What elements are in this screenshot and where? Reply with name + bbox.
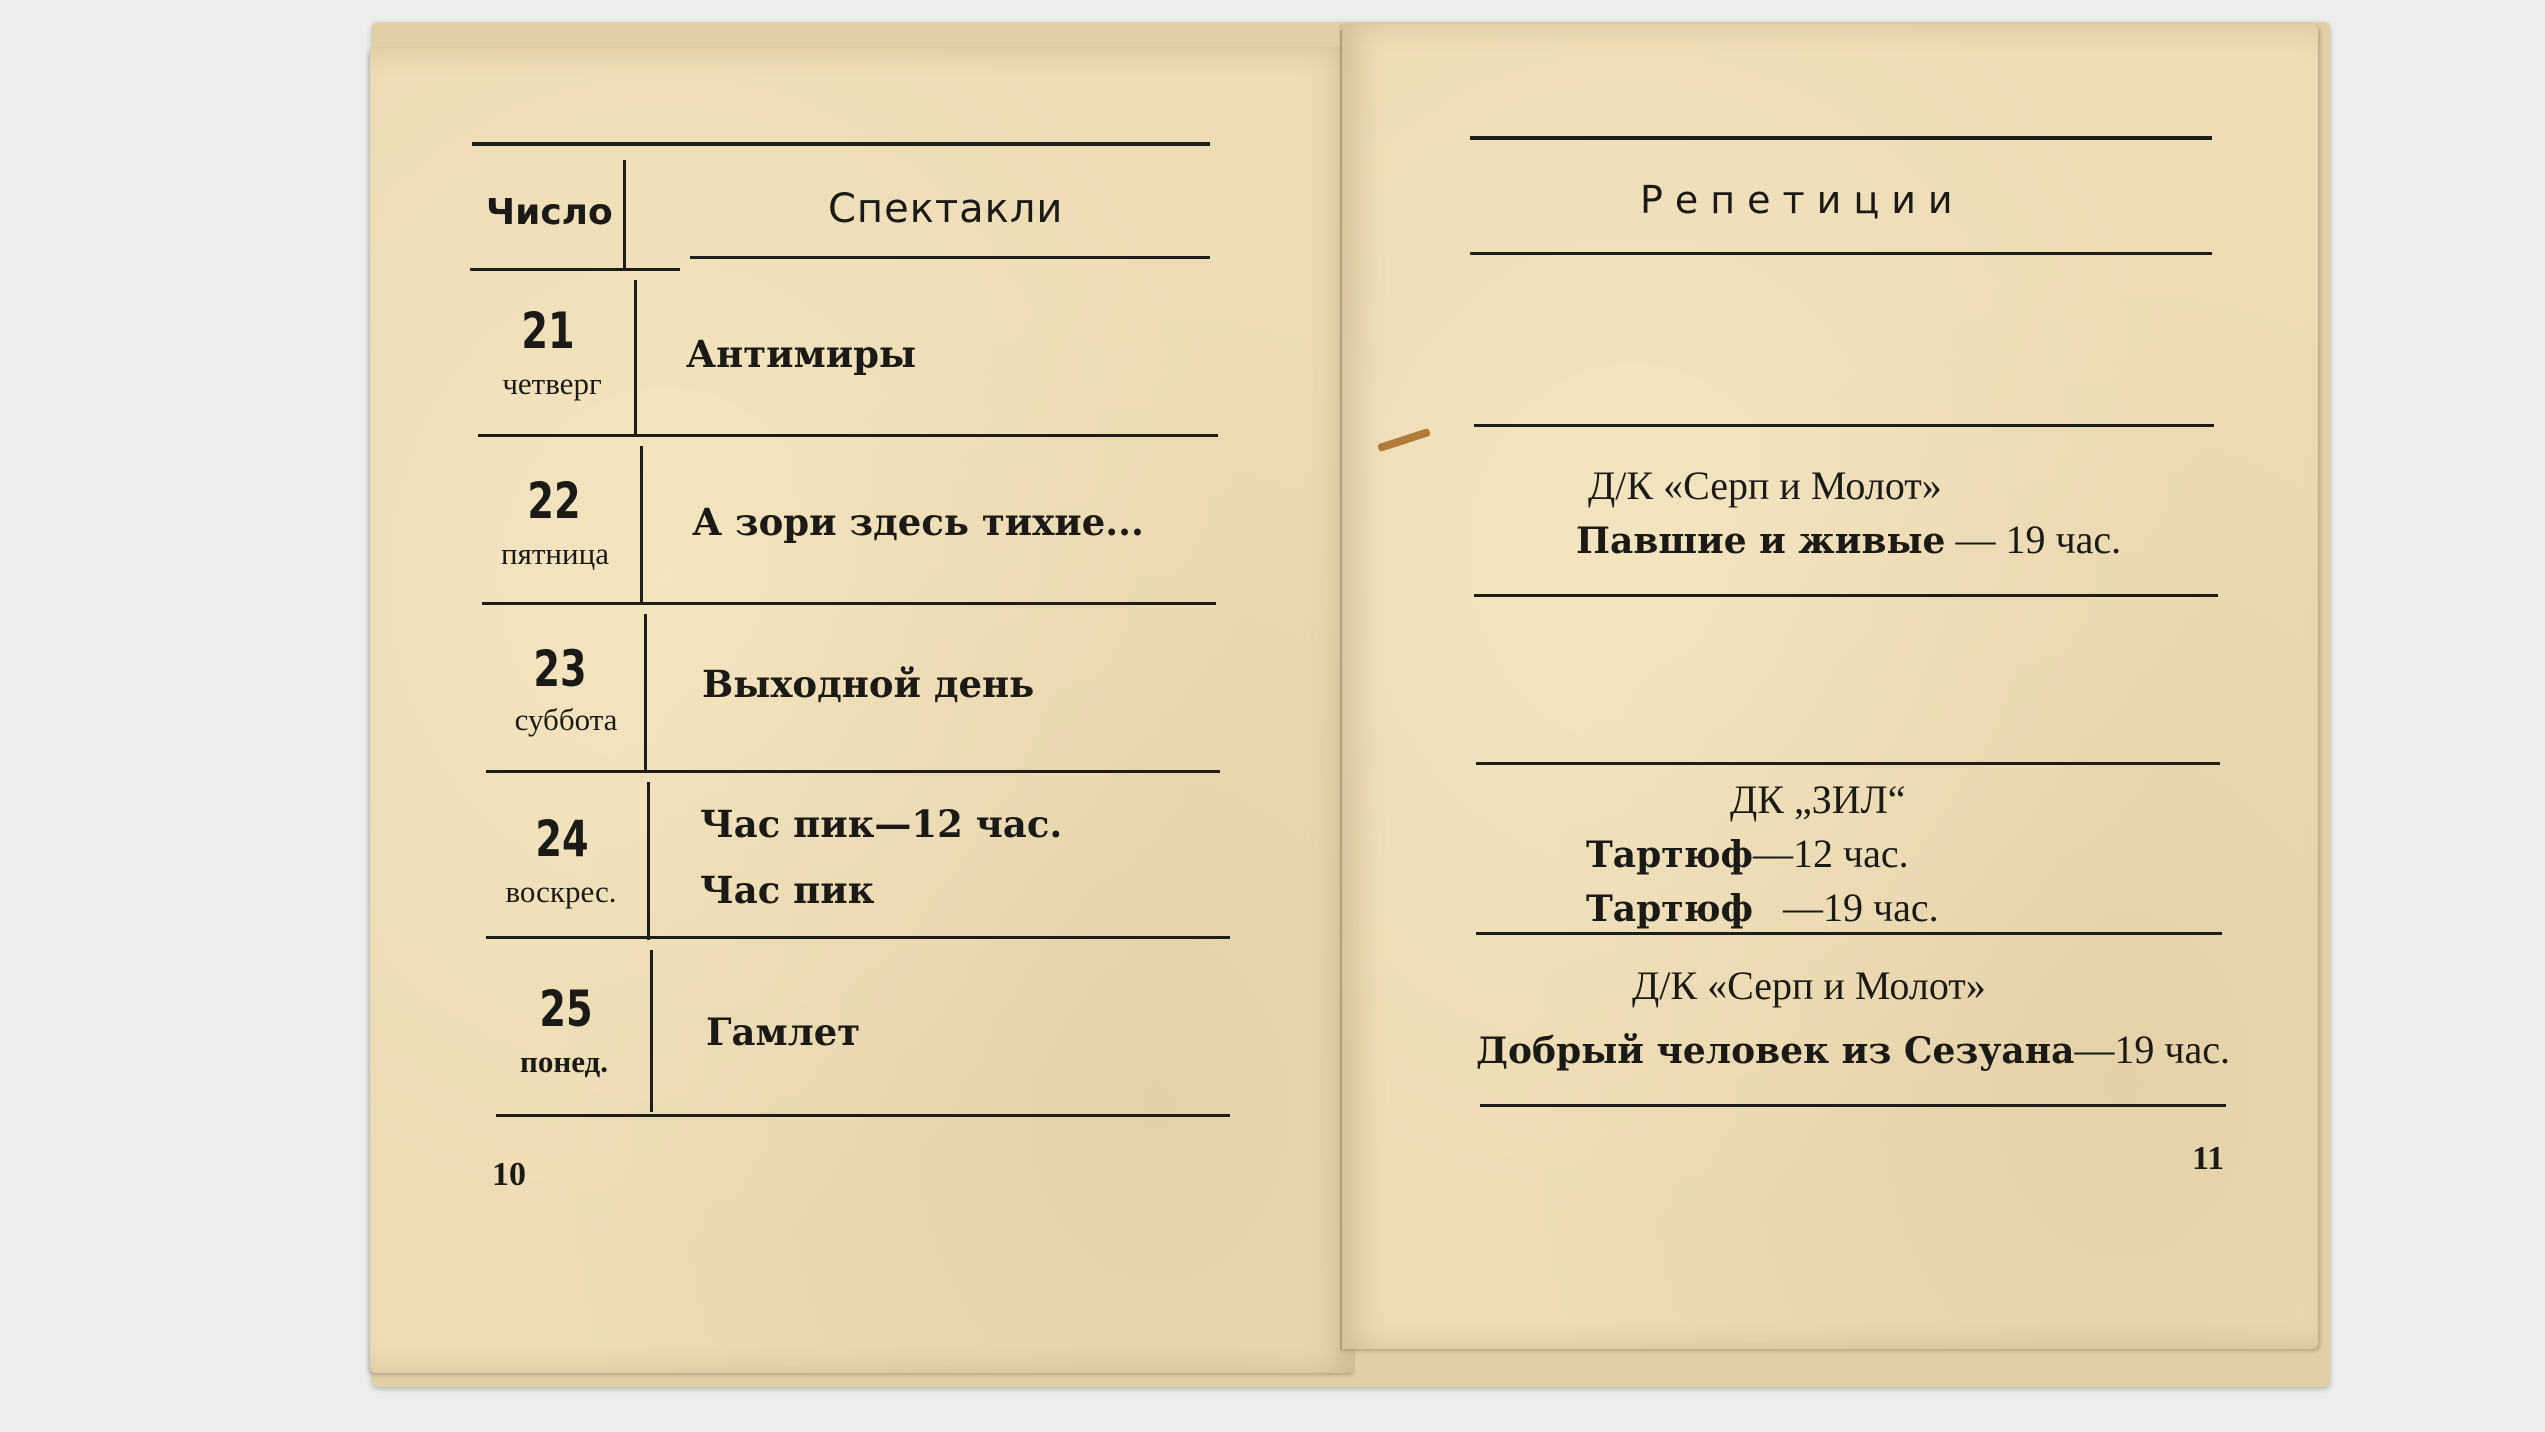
rehearsal-entry <box>1586 830 1909 877</box>
row-rule <box>1476 762 2220 765</box>
row-rule <box>1474 424 2214 427</box>
day-number: 24 <box>535 810 589 868</box>
row-divider <box>634 280 637 434</box>
day-number: 21 <box>521 302 575 360</box>
row-rule <box>486 770 1220 773</box>
row-rule <box>482 602 1216 605</box>
venue-name: Д/К «Серп и Молот» <box>1632 963 1986 1008</box>
row-divider <box>647 782 650 940</box>
venue-name: Д/К «Серп и Молот» <box>1588 463 1942 508</box>
rehearsal-entry <box>1586 884 1939 931</box>
rehearsal-time: —12 час. <box>1752 831 1909 876</box>
rehearsal-time: — 19 час. <box>1945 517 2122 562</box>
rehearsal-entry <box>1576 516 2121 563</box>
row-divider <box>644 614 647 772</box>
show-title: А зори здесь тихие... <box>692 500 1144 544</box>
show-title: Час пик—12 час. <box>700 802 1063 846</box>
venue-name: ДК „ЗИЛ“ <box>1730 777 1906 822</box>
rehearsal-time: —19 час. <box>1752 885 1939 930</box>
right-page <box>1340 24 2318 1349</box>
header-divider <box>623 160 626 270</box>
weekday: воскрес. <box>505 874 617 909</box>
day-number: 23 <box>533 640 587 698</box>
weekday: понед. <box>519 1044 608 1079</box>
rehearsal-time: —19 час. <box>2074 1027 2231 1072</box>
table-top-rule <box>472 142 1210 146</box>
row-rule <box>486 936 1230 939</box>
rehearsal-title: Павшие и живые <box>1576 520 1946 562</box>
row-divider <box>640 446 643 602</box>
shows-column-header: Спектакли <box>828 186 1064 232</box>
row-rule <box>478 434 1218 437</box>
rehearsal-entry <box>1476 1026 2230 1073</box>
rehearsals-header: Репетиции <box>1640 178 1965 222</box>
rehearsal-title: Добрый человек из Сезуана <box>1476 1030 2075 1072</box>
table-bottom-rule <box>496 1114 1230 1117</box>
show-title: Антимиры <box>686 332 917 376</box>
rehearsals-top-rule <box>1470 136 2212 140</box>
row-divider <box>650 950 653 1112</box>
header-rule-left <box>470 268 680 271</box>
rehearsal-title: Тартюф <box>1586 834 1753 876</box>
show-title: Выходной день <box>702 662 1035 706</box>
show-title: Гамлет <box>706 1010 861 1054</box>
number-column-header: Число <box>486 192 613 233</box>
header-rule <box>1470 252 2212 255</box>
page-number-right: 11 <box>2192 1140 2225 1177</box>
page-number-left: 10 <box>492 1156 526 1193</box>
weekday: пятница <box>501 536 609 571</box>
rehearsal-title: Тартюф <box>1586 888 1753 930</box>
header-rule-right <box>690 256 1210 259</box>
row-rule <box>1474 594 2218 597</box>
weekday: четверг <box>502 366 602 401</box>
show-title: Час пик <box>700 868 875 912</box>
weekday: суббота <box>514 702 618 737</box>
day-number: 25 <box>539 980 593 1038</box>
rehearsals-bottom-rule <box>1480 1104 2226 1107</box>
page-fold <box>1340 30 1342 1350</box>
day-number: 22 <box>527 472 581 530</box>
row-rule <box>1476 932 2222 935</box>
